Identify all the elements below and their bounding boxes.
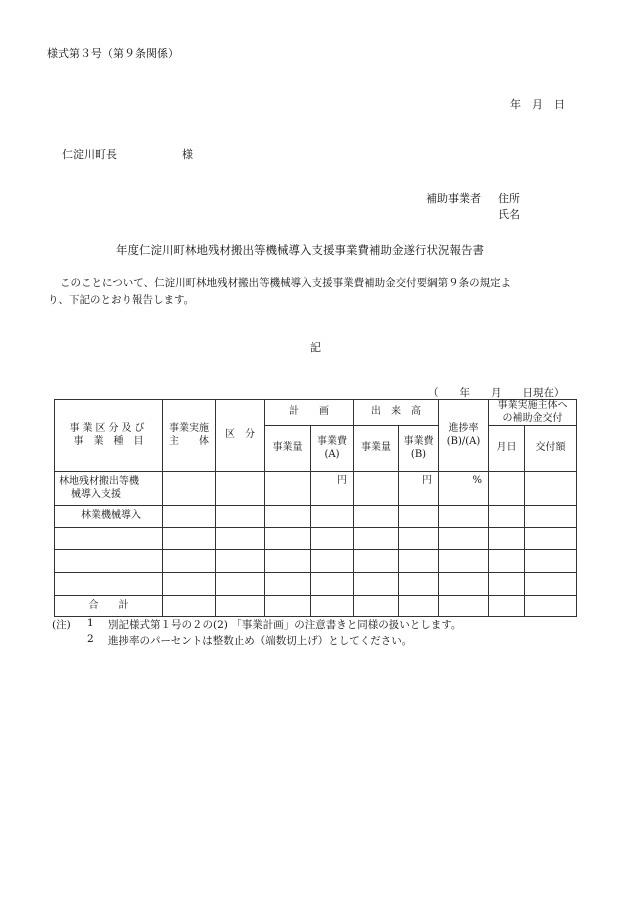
cell xyxy=(525,506,577,528)
total-label: 合 計 xyxy=(55,596,163,617)
header-category-line1: 事業区分及び xyxy=(69,423,148,434)
header-progress-line1: 進捗率 xyxy=(448,423,479,434)
applicant-name: 氏名 xyxy=(498,208,520,221)
header-actual-cost-line1: 事業費 xyxy=(403,436,434,447)
as-of-date: （ 年 月 日現在） xyxy=(428,387,565,399)
cell xyxy=(354,472,399,506)
cell xyxy=(311,573,354,596)
cell xyxy=(216,528,265,550)
header-actual-cost-line2: (B) xyxy=(410,448,427,460)
cell xyxy=(216,506,265,528)
header-grant-amount: 交付額 xyxy=(525,426,577,472)
cell xyxy=(163,506,216,528)
cell xyxy=(525,550,577,573)
cell xyxy=(265,596,311,617)
cell xyxy=(265,550,311,573)
header-actual-cost xyxy=(399,426,439,472)
note-prefix: (注) xyxy=(52,619,71,631)
header-grant xyxy=(489,400,577,426)
cell xyxy=(439,550,489,573)
date-line: 年 月 日 xyxy=(510,98,565,111)
cell xyxy=(439,596,489,617)
addressee: 仁淀川町長 xyxy=(62,148,117,161)
cell xyxy=(354,528,399,550)
header-entity-line1: 事業実施 xyxy=(169,423,209,434)
header-plan-cost xyxy=(311,426,354,472)
progress-table xyxy=(54,399,577,617)
cell xyxy=(311,528,354,550)
header-actual-volume: 事業量 xyxy=(354,426,399,472)
body-line-1: このことについて、仁淀川町林地残材搬出等機械導入支援事業費補助金交付要綱第９条の規定よ xyxy=(60,277,512,289)
header-category-line2: 事 業 種 目 xyxy=(73,435,144,447)
note-1-number: 1 xyxy=(87,617,94,629)
cell xyxy=(525,472,577,506)
header-grant-line2: の補助金交付 xyxy=(502,412,563,424)
cell xyxy=(354,506,399,528)
cell xyxy=(163,573,216,596)
cell xyxy=(311,596,354,617)
cell xyxy=(265,528,311,550)
cell xyxy=(489,528,525,550)
cell xyxy=(265,472,311,506)
note-2-text: 進捗率のパーセントは整数止め（端数切上げ）としてください。 xyxy=(108,635,413,647)
row1-category-line2: 械導入支援 xyxy=(71,488,121,500)
cell xyxy=(163,550,216,573)
table-row xyxy=(55,573,577,596)
cell xyxy=(439,528,489,550)
cell xyxy=(489,596,525,617)
header-actual: 出 来 高 xyxy=(354,400,439,426)
header-grant-date: 月日 xyxy=(489,426,525,472)
cell xyxy=(489,573,525,596)
cell xyxy=(399,573,439,596)
cell xyxy=(216,472,265,506)
header-division: 区 分 xyxy=(216,400,265,472)
header-entity xyxy=(163,400,216,472)
cell xyxy=(354,596,399,617)
cell xyxy=(525,596,577,617)
header-progress xyxy=(439,400,489,472)
row1-category-line1: 林地残材搬出等機 xyxy=(59,476,139,487)
cell xyxy=(55,550,163,573)
cell xyxy=(489,472,525,506)
header-plan-cost-line1: 事業費 xyxy=(317,436,347,447)
cell xyxy=(354,550,399,573)
progress-unit: % xyxy=(439,472,489,506)
header-plan: 計 画 xyxy=(265,400,354,426)
cell xyxy=(311,506,354,528)
cell xyxy=(265,573,311,596)
note-1-text: 別記様式第１号の２の(2) 「事業計画」の注意書きと同様の扱いとします。 xyxy=(108,619,462,631)
document-title: 年度仁淀川町林地残材搬出等機械導入支援事業費補助金遂行状況報告書 xyxy=(116,243,484,257)
cell xyxy=(399,528,439,550)
cell xyxy=(354,573,399,596)
form-number: 様式第３号（第９条関係） xyxy=(47,47,179,60)
plan-cost-unit: 円 xyxy=(311,472,354,506)
body-line-2: り、下記のとおり報告します。 xyxy=(48,294,195,306)
header-category xyxy=(55,400,163,472)
total-row xyxy=(55,596,577,617)
honorific: 様 xyxy=(182,148,193,161)
cell xyxy=(55,573,163,596)
cell xyxy=(439,573,489,596)
cell xyxy=(399,506,439,528)
applicant-address: 住所 xyxy=(498,192,520,205)
cell xyxy=(399,596,439,617)
cell xyxy=(55,528,163,550)
header-plan-cost-line2: (A) xyxy=(324,448,340,460)
cell xyxy=(265,506,311,528)
actual-cost-unit: 円 xyxy=(399,472,439,506)
header-progress-line2: (B)/(A) xyxy=(446,435,481,447)
cell xyxy=(439,506,489,528)
cell xyxy=(163,472,216,506)
row2-category: 林業機械導入 xyxy=(55,506,163,528)
table-row xyxy=(55,550,577,573)
cell xyxy=(525,573,577,596)
cell xyxy=(163,528,216,550)
table-row xyxy=(55,528,577,550)
cell xyxy=(489,506,525,528)
row1-category xyxy=(55,472,163,506)
note-2-number: 2 xyxy=(87,633,94,645)
header-grant-line1: 事業実施主体へ xyxy=(497,400,568,411)
cell xyxy=(311,550,354,573)
cell xyxy=(399,550,439,573)
cell xyxy=(489,550,525,573)
applicant-label: 補助事業者 xyxy=(426,192,481,205)
cell xyxy=(525,528,577,550)
cell xyxy=(216,573,265,596)
table-row xyxy=(55,506,577,528)
table-row xyxy=(55,472,577,506)
cell xyxy=(163,596,216,617)
ki-heading: 記 xyxy=(310,341,321,354)
cell xyxy=(216,596,265,617)
cell xyxy=(216,550,265,573)
header-plan-volume: 事業量 xyxy=(265,426,311,472)
header-entity-line2: 主 体 xyxy=(169,435,209,447)
